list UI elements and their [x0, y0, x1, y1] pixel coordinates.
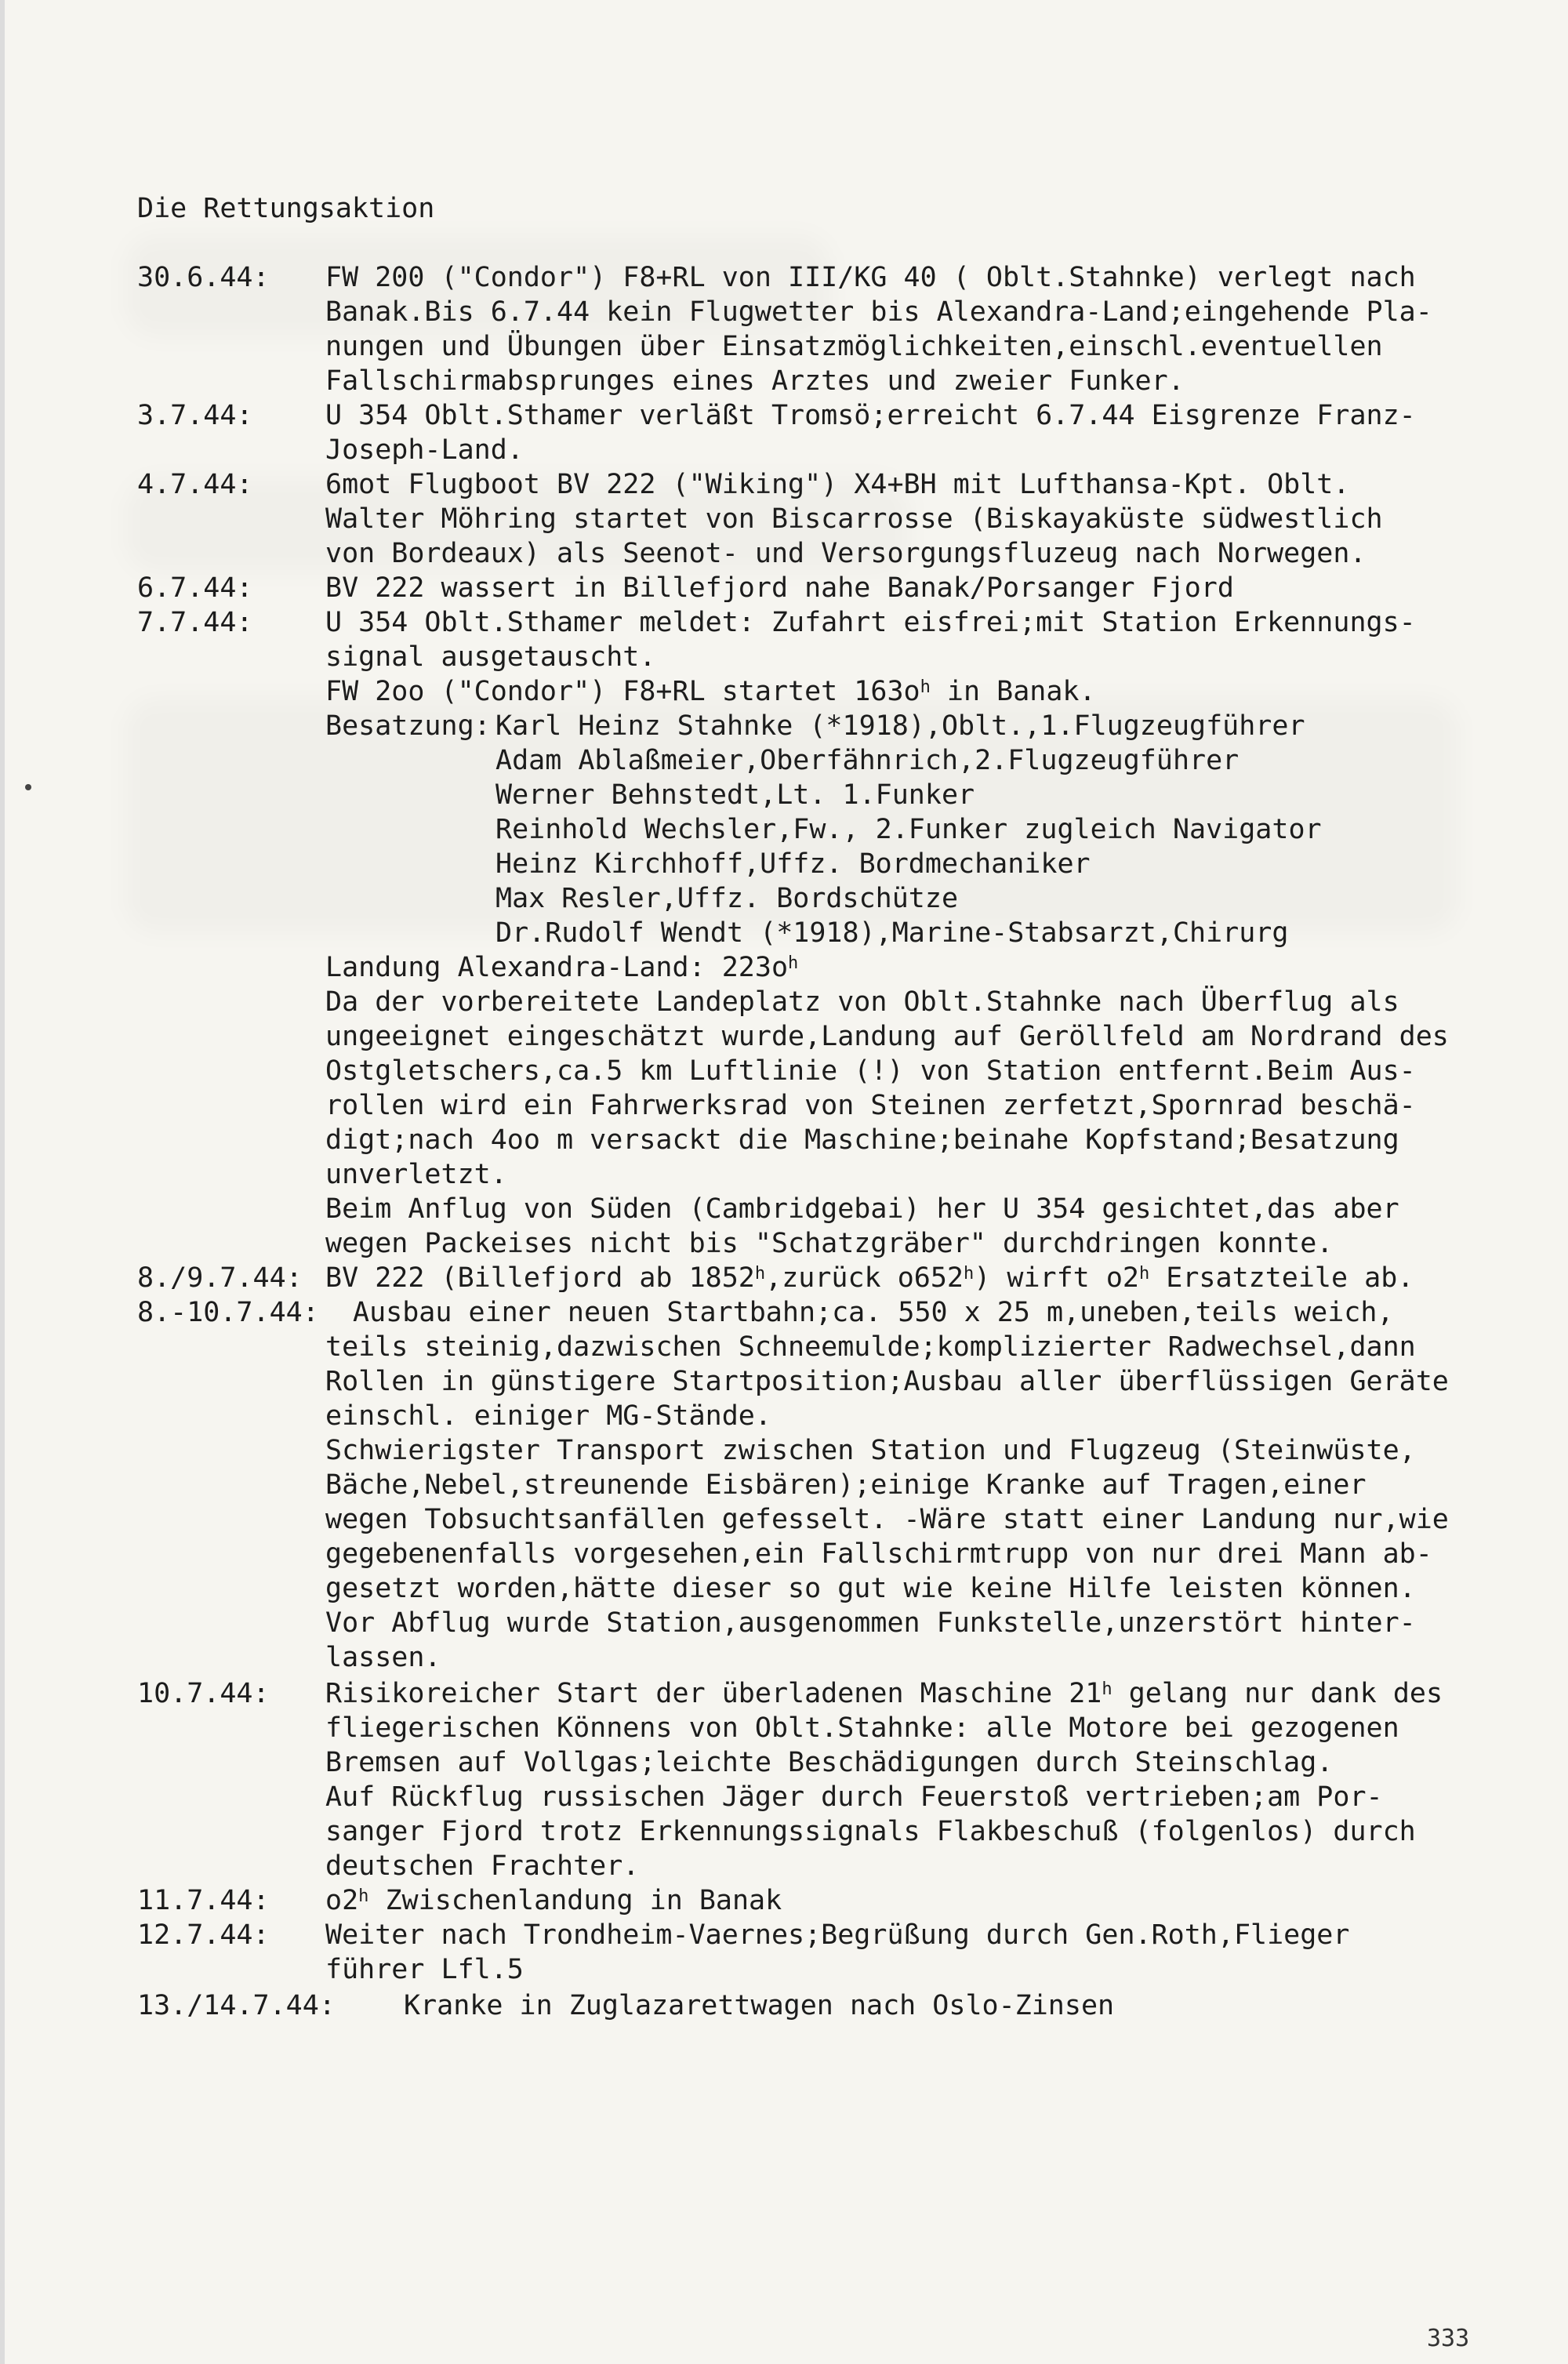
entry-text-line: FW 200 ("Condor") F8+RL von III/KG 40 ( Oblt.Stahnke) verlegt nach: [325, 262, 1416, 293]
landing-text-line: rollen wird ein Fahrwerksrad von Steinen zerfetzt,Spornrad beschä-: [325, 1090, 1416, 1121]
entry-text-line: Auf Rückflug russischen Jäger durch Feuerstoß vertrieben;am Por-: [325, 1781, 1383, 1813]
landing-line: Landung Alexandra-Land: $223o^h$: [325, 952, 799, 983]
section-heading: Die Rettungsaktion: [137, 193, 435, 224]
landing-text-line: wegen Packeises nicht bis "Schatzgräber" durchdringen konnte.: [325, 1228, 1334, 1259]
page-number: 333: [1427, 2325, 1470, 2352]
entry-text-line: fliegerischen Könnens von Oblt.Stahnke: alle Motore bei gezogenen: [325, 1712, 1399, 1744]
entry-date: 12.7.44:: [137, 1919, 270, 1951]
landing-text-line: unverletzt.: [325, 1159, 507, 1190]
entry-date: 10.7.44:: [137, 1678, 270, 1709]
landing-text-line: digt;nach 4oo m versackt die Maschine;beinahe Kopfstand;Besatzung: [325, 1124, 1399, 1156]
entry-text-line: Kranke in Zuglazarettwagen nach Oslo-Zinsen: [404, 1990, 1115, 2021]
entry-date: 13./14.7.44:: [137, 1990, 336, 2021]
page-edge-shadow: [0, 0, 5, 2364]
entry-text-line: von Bordeaux) als Seenot- und Versorgungsfluzeug nach Norwegen.: [325, 538, 1367, 569]
entry-text-line: o2$^h$ Zwischenlandung in Banak: [325, 1885, 782, 1916]
crew-member: Reinhold Wechsler,Fw., 2.Funker zugleich Navigator: [495, 814, 1322, 845]
entry-date: 8.-10.7.44:: [137, 1297, 319, 1328]
crew-member: Dr.Rudolf Wendt (*1918),Marine-Stabsarzt,Chirurg: [495, 917, 1289, 949]
entry-text-line: führer Lfl.5: [325, 1954, 524, 1985]
entry-text-line: lassen.: [325, 1642, 441, 1673]
entry-date: 3.7.44:: [137, 400, 253, 431]
entry-text-line: U 354 Oblt.Sthamer verläßt Tromsö;erreicht 6.7.44 Eisgrenze Franz-: [325, 400, 1416, 431]
entry-date: 4.7.44:: [137, 469, 253, 500]
entry-text-line: gegebenenfalls vorgesehen,ein Fallschirmtrupp von nur drei Mann ab-: [325, 1538, 1432, 1570]
entry-date: 30.6.44:: [137, 262, 270, 293]
entry-text-line: Joseph-Land.: [325, 434, 524, 466]
condor-start-line: FW 2oo ("Condor") F8+RL startet $163o^h$ in Banak.: [325, 676, 1096, 707]
entry-text-line: sanger Fjord trotz Erkennungssignals Flakbeschuß (folgenlos) durch: [325, 1816, 1416, 1847]
landing-text-line: Ostgletschers,ca.5 km Luftlinie (!) von Station entfernt.Beim Aus-: [325, 1055, 1416, 1087]
entry-text-line: gesetzt worden,hätte dieser so gut wie keine Hilfe leisten können.: [325, 1573, 1416, 1604]
entry-text-line: Fallschirmabsprunges eines Arztes und zweier Funker.: [325, 365, 1185, 397]
crew-member: Heinz Kirchhoff,Uffz. Bordmechaniker: [495, 848, 1091, 880]
entry-text-line: Weiter nach Trondheim-Vaernes;Begrüßung durch Gen.Roth,Flieger: [325, 1919, 1350, 1951]
margin-dot: [25, 784, 31, 790]
entry-date: 8./9.7.44:: [137, 1262, 303, 1294]
entry-text-line: deutschen Frachter.: [325, 1850, 640, 1882]
entry-text-line: Vor Abflug wurde Station,ausgenommen Funkstelle,unzerstört hinter-: [325, 1607, 1416, 1639]
entry-text-line: 6mot Flugboot BV 222 ("Wiking") X4+BH mit Lufthansa-Kpt. Oblt.: [325, 469, 1350, 500]
entry-date: 11.7.44:: [137, 1885, 270, 1916]
entry-text-line: Banak.Bis 6.7.44 kein Flugwetter bis Alexandra-Land;eingehende Pla-: [325, 296, 1432, 328]
entry-text-line: U 354 Oblt.Sthamer meldet: Zufahrt eisfrei;mit Station Erkennungs-: [325, 607, 1416, 638]
crew-label: Besatzung:: [325, 710, 491, 742]
landing-text-line: Da der vorbereitete Landeplatz von Oblt.Stahnke nach Überflug als: [325, 986, 1399, 1018]
crew-member: Adam Ablaßmeier,Oberfähnrich,2.Flugzeugführer: [495, 745, 1240, 776]
landing-text-line: Beim Anflug von Süden (Cambridgebai) her U 354 gesichtet,das aber: [325, 1193, 1399, 1225]
crew-member: Max Resler,Uffz. Bordschütze: [495, 883, 959, 914]
entry-text-line: Bäche,Nebel,streunende Eisbären);einige Kranke auf Tragen,einer: [325, 1469, 1367, 1501]
entry-date: 6.7.44:: [137, 572, 253, 604]
crew-member: Werner Behnstedt,Lt. 1.Funker: [495, 779, 975, 811]
entry-date: 7.7.44:: [137, 607, 253, 638]
entry-text-line: teils steinig,dazwischen Schneemulde;komplizierter Radwechsel,dann: [325, 1331, 1416, 1363]
entry-text-line: BV 222 wassert in Billefjord nahe Banak/Porsanger Fjord: [325, 572, 1234, 604]
landing-text-line: ungeeignet eingeschätzt wurde,Landung auf Geröllfeld am Nordrand des: [325, 1021, 1449, 1052]
entry-text-line: Walter Möhring startet von Biscarrosse (Biskayaküste südwestlich: [325, 503, 1383, 535]
entry-text-line: nungen und Übungen über Einsatzmöglichkeiten,einschl.eventuellen: [325, 331, 1383, 362]
entry-text-line: Schwierigster Transport zwischen Station und Flugzeug (Steinwüste,: [325, 1435, 1416, 1466]
entry-text-line: BV 222 (Billefjord ab 1852$^h$,zurück o652$^h$) wirft o2$^h$ Ersatzteile ab.: [325, 1262, 1414, 1294]
entry-text-line: Risikoreicher Start der überladenen Maschine 21$^h$ gelang nur dank des: [325, 1678, 1443, 1709]
entry-text-line: wegen Tobsuchtsanfällen gefesselt. -Wäre statt einer Landung nur,wie: [325, 1504, 1449, 1535]
crew-member: Karl Heinz Stahnke (*1918),Oblt.,1.Flugzeugführer: [495, 710, 1305, 742]
entry-text-line: signal ausgetauscht.: [325, 641, 656, 673]
entry-text-line: Bremsen auf Vollgas;leichte Beschädigungen durch Steinschlag.: [325, 1747, 1334, 1778]
entry-text-line: einschl. einiger MG-Stände.: [325, 1400, 771, 1432]
entry-text-line: Rollen in günstigere Startposition;Ausbau aller überflüssigen Geräte: [325, 1366, 1449, 1397]
entry-text-line: Ausbau einer neuen Startbahn;ca. 550 x 25 m,uneben,teils weich,: [353, 1297, 1394, 1328]
